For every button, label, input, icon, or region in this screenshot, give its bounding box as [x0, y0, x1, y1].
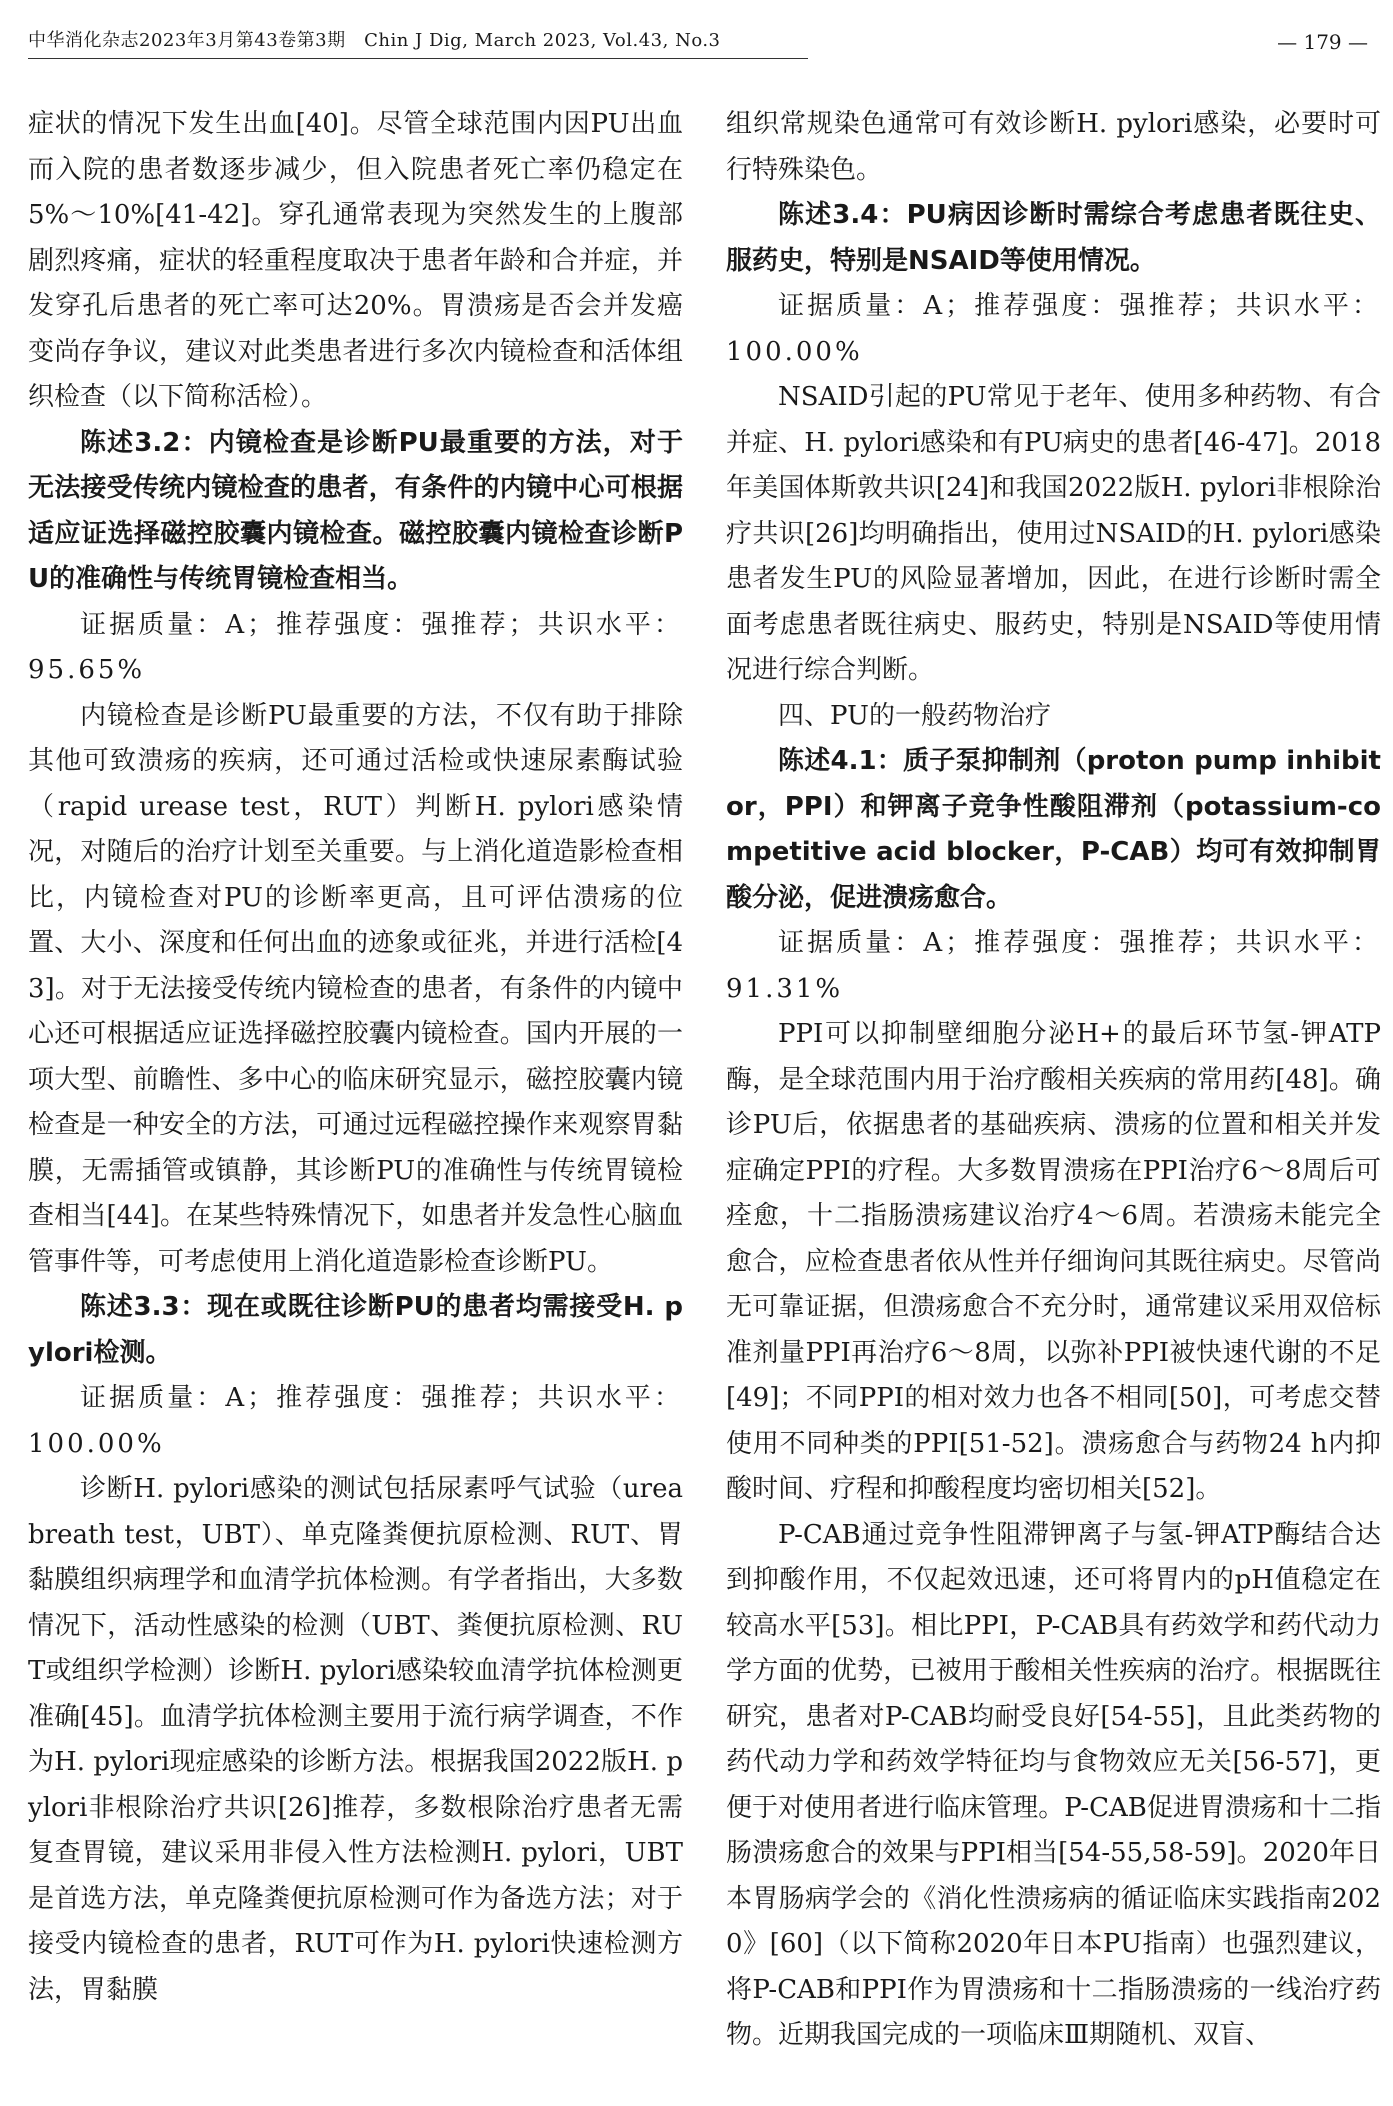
- paragraph: 内镜检查是诊断PU最重要的方法，不仅有助于排除其他可致溃疡的疾病，还可通过活检或快速尿素酶试验（rapid urease test，RUT）判断H. pylori感染情况，对随后的治疗计划至关重要。与上消化道造影检查相比，内镜检查对PU的诊断率更高，且可评估溃疡的位置、大小、深度和任何出血的迹象或征兆，并进行活检[43]。对于无法接受传统内镜检查的患者，有条件的内镜中心还可根据适应证选择磁控胶囊内镜检查。国内开展的一项大型、前瞻性、多中心的临床研究显示，磁控胶囊内镜检查是一种安全的方法，可通过远程磁控操作来观察胃黏膜，无需插管或镇静，其诊断PU的准确性与传统胃镜检查相当[44]。在某些特殊情况下，如患者并发急性心脑血管事件等，可考虑使用上消化道造影检查诊断PU。: [28, 700, 683, 1277]
- paragraph: P-CAB通过竞争性阻滞钾离子与氢-钾ATP酶结合达到抑酸作用，不仅起效迅速，还可将胃内的pH值稳定在较高水平[53]。相比PPI，P-CAB具有药效学和药代动力学方面的优势，已被用于酸相关性疾病的治疗。根据既往研究，患者对P-CAB均耐受良好[54-55]，且此类药物的药代动力学和药效学特征均与食物效应无关[56-57]，更便于对使用者进行临床管理。P-CAB促进胃溃疡和十二指肠溃疡愈合的效果与PPI相当[54-55,58-59]。2020年日本胃肠病学会的《消化性溃疡病的循证临床实践指南2020》[60]（以下简称2020年日本PU指南）也强烈建议，将P-CAB和PPI作为胃溃疡和十二指肠溃疡的一线治疗药物。近期我国完成的一项临床Ⅲ期随机、双盲、: [726, 1519, 1381, 2050]
- header-rule: [28, 58, 808, 59]
- evidence-line: 证据质量：A；推荐强度：强推荐；共识水平：95.65%: [28, 609, 683, 685]
- paragraph: NSAID引起的PU常见于老年、使用多种药物、有合并症、H. pylori感染和有PU病史的患者[46-47]。2018年美国体斯敦共识[24]和我国2022版H. pylori非根除治疗共识[26]均明确指出，使用过NSAID的H. pylori感染患者发生PU的风险显著增加，因此，在进行诊断时需全面考虑患者既往病史、服药史，特别是NSAID等使用情况进行综合判断。: [726, 382, 1381, 685]
- running-header: [28, 26, 1368, 56]
- statement-4-1: 陈述4.1：质子泵抑制剂（proton pump inhibitor，PPI）和钾离子竞争性酸阻滞剂（potassium-competitive acid blocker，P-CAB）均可有效抑制胃酸分泌，促进溃疡愈合。: [726, 746, 1381, 913]
- paragraph: 组织常规染色通常可有效诊断H. pylori感染，必要时可行特殊染色。: [726, 109, 1381, 185]
- paragraph: 症状的情况下发生出血[40]。尽管全球范围内因PU出血而入院的患者数逐步减少，但入院患者死亡率仍稳定在5%～10%[41-42]。穿孔通常表现为突然发生的上腹部剧烈疼痛，症状的轻重程度取决于患者年龄和合并症，并发穿孔后患者的死亡率可达20%。胃溃疡是否会并发癌变尚存争议，建议对此类患者进行多次内镜检查和活体组织检查（以下简称活检）。: [28, 109, 683, 412]
- left-column: [28, 102, 683, 2013]
- statement-3-2: 陈述3.2：内镜检查是诊断PU最重要的方法，对于无法接受传统内镜检查的患者，有条件的内镜中心可根据适应证选择磁控胶囊内镜检查。磁控胶囊内镜检查诊断PU的准确性与传统胃镜检查相当。: [28, 427, 683, 594]
- statement-3-4: 陈述3.4：PU病因诊断时需综合考虑患者既往史、服药史，特别是NSAID等使用情况。: [726, 200, 1381, 276]
- evidence-line: 证据质量：A；推荐强度：强推荐；共识水平：91.31%: [726, 928, 1381, 1004]
- section-heading: 四、PU的一般药物治疗: [778, 700, 1051, 731]
- paragraph: 诊断H. pylori感染的测试包括尿素呼气试验（urea breath test，UBT）、单克隆粪便抗原检测、RUT、胃黏膜组织病理学和血清学抗体检测。有学者指出，大多数情况下，活动性感染的检测（UBT、粪便抗原检测、RUT或组织学检测）诊断H. pylori感染较血清学抗体检测更准确[45]。血清学抗体检测主要用于流行病学调查，不作为H. pylori现症感染的诊断方法。根据我国2022版H. pylori非根除治疗共识[26]推荐，多数根除治疗患者无需复查胃镜，建议采用非侵入性方法检测H. pylori，UBT是首选方法，单克隆粪便抗原检测可作为备选方法；对于接受内镜检查的患者，RUT可作为H. pylori快速检测方法，胃黏膜: [28, 1474, 683, 2005]
- right-column: [726, 102, 1381, 2059]
- evidence-line: 证据质量：A；推荐强度：强推荐；共识水平：100.00%: [28, 1383, 683, 1459]
- paragraph: PPI可以抑制壁细胞分泌H+的最后环节氢-钾ATP酶，是全球范围内用于治疗酸相关疾病的常用药[48]。确诊PU后，依据患者的基础疾病、溃疡的位置和相关并发症确定PPI的疗程。大多数胃溃疡在PPI治疗6～8周后可痊愈，十二指肠溃疡建议治疗4～6周。若溃疡未能完全愈合，应检查患者依从性并仔细询问其既往病史。尽管尚无可靠证据，但溃疡愈合不充分时，通常建议采用双倍标准剂量PPI再治疗6～8周，以弥补PPI被快速代谢的不足[49]；不同PPI的相对效力也各不相同[50]，可考虑交替使用不同种类的PPI[51-52]。溃疡愈合与药物24 h内抑酸时间、疗程和抑酸程度均密切相关[52]。: [726, 1019, 1381, 1504]
- journal-citation: 中华消化杂志2023年3月第43卷第3期 Chin J Dig, March 2023, Vol.43, No.3: [28, 30, 721, 51]
- evidence-line: 证据质量：A；推荐强度：强推荐；共识水平：100.00%: [726, 291, 1381, 367]
- statement-3-3: 陈述3.3：现在或既往诊断PU的患者均需接受H. pylori检测。: [28, 1292, 683, 1368]
- page-number: — 179 —: [1277, 30, 1368, 54]
